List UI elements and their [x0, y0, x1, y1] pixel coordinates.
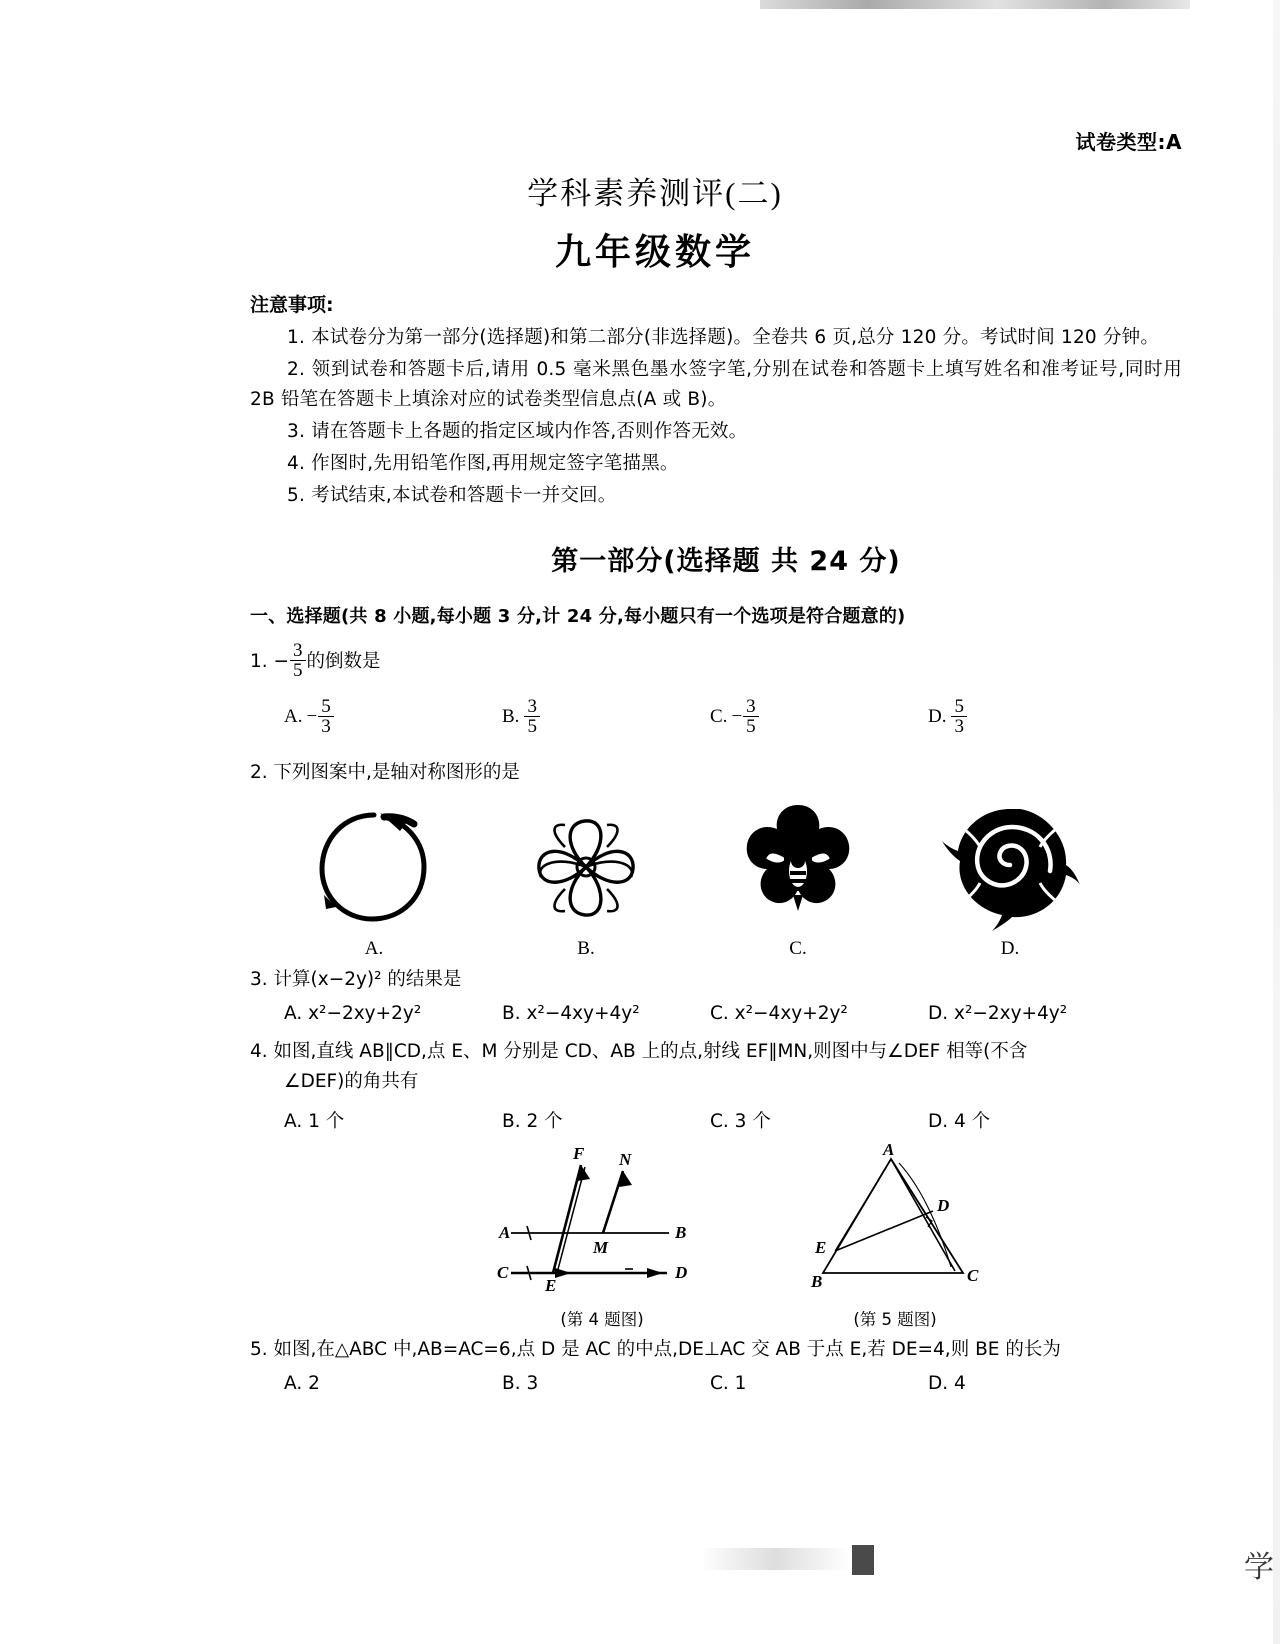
q2-option-d[interactable]: D.	[904, 798, 1116, 960]
part-one-heading: 第一部分(选择题 共 24 分)	[551, 545, 901, 577]
exam-content	[250, 290, 1182, 1394]
q3-option-c[interactable]: C. x²−4xy+2y²	[710, 1002, 848, 1024]
spiral-rose-icon	[904, 798, 1116, 936]
svg-text:D: D	[675, 1263, 688, 1282]
q1-option-d-fraction: $\frac{5}{3}$	[951, 697, 967, 737]
q4-option-b[interactable]: B. 2 个	[502, 1111, 563, 1132]
notice-item-4: 4. 作图时,先用铅笔作图,再用规定签字笔描黑。	[287, 452, 679, 474]
svg-text:E: E	[815, 1238, 827, 1257]
notice-heading: 注意事项:	[250, 294, 334, 316]
question-3-options	[284, 1003, 1182, 1024]
svg-text:N: N	[619, 1150, 632, 1169]
svg-text:C: C	[497, 1263, 509, 1282]
q2-option-a[interactable]: A.	[268, 798, 480, 960]
q1-option-a[interactable]: A. − $\frac{5}{3}$	[284, 698, 502, 738]
scan-artifact-bottom-mark	[852, 1545, 874, 1575]
q1-option-c-fraction: $\frac{3}{5}$	[743, 697, 759, 737]
q3-option-b[interactable]: B. x²−4xy+4y²	[502, 1002, 640, 1024]
notice-item-2: 2. 领到试卷和答题卡后,请用 0.5 毫米黑色墨水签字笔,分别在试卷和答题卡上填写姓名和准考证号,同时用 2B 铅笔在答题卡上填涂对应的试卷类型信息点(A 或 B)。	[250, 358, 1182, 410]
q3-option-d[interactable]: D. x²−2xy+4y²	[928, 1002, 1068, 1024]
scan-artifact-top	[760, 0, 1190, 9]
notice-item-1: 1. 本试卷分为第一部分(选择题)和第二部分(非选择题)。全卷共 6 页,总分 120 分。考试时间 120 分钟。	[287, 327, 1160, 348]
scan-artifact-bottom-smudge	[700, 1548, 850, 1570]
notice-item-3: 3. 请在答题卡上各题的指定区域内作答,否则作答无效。	[287, 420, 748, 442]
svg-text:B: B	[811, 1272, 823, 1291]
figure-5-container	[795, 1141, 995, 1330]
svg-text:A: A	[883, 1141, 895, 1159]
q5-option-a[interactable]: A. 2	[284, 1372, 320, 1394]
q1-option-a-fraction: $\frac{5}{3}$	[318, 697, 334, 737]
notice-item-5: 5. 考试结束,本试卷和答题卡一并交回。	[287, 484, 617, 506]
q2-option-c[interactable]: C.	[692, 798, 904, 960]
svg-text:F: F	[573, 1144, 585, 1163]
svg-text:B: B	[675, 1223, 687, 1242]
question-2-stem: 2. 下列图案中,是轴对称图形的是	[250, 762, 520, 784]
page-title: 九年级数学	[554, 232, 755, 273]
q4-option-a[interactable]: A. 1 个	[284, 1111, 345, 1132]
q3-option-a[interactable]: A. x²−2xy+2y²	[284, 1002, 422, 1024]
q2-option-b[interactable]: B.	[480, 798, 692, 960]
question-2-figures	[268, 798, 1182, 960]
q5-option-c[interactable]: C. 1	[710, 1372, 747, 1394]
question-4-options	[284, 1107, 1182, 1133]
parallel-lines-diagram	[497, 1141, 707, 1304]
knot-loops-icon	[480, 798, 692, 936]
svg-text:E: E	[545, 1276, 557, 1295]
q5-option-d[interactable]: D. 4	[928, 1372, 966, 1394]
triangle-abc-diagram	[795, 1141, 995, 1304]
figure-5-caption: (第 5 题图)	[853, 1310, 937, 1329]
figure-4-container	[497, 1141, 707, 1330]
question-1-stem	[250, 639, 1182, 682]
paper-type-label: 试卷类型:A	[1075, 130, 1182, 154]
exam-subtitle: 学科素养测评(二)	[527, 176, 783, 211]
flower-bee-icon	[692, 798, 904, 936]
geometry-diagrams-row	[250, 1141, 1182, 1330]
q4-option-c[interactable]: C. 3 个	[710, 1111, 771, 1132]
svg-text:D: D	[937, 1196, 950, 1215]
question-4-stem-line1: 4. 如图,直线 AB∥CD,点 E、M 分别是 CD、AB 上的点,射线 EF∥MN,则图中与∠DEF 相等(不含	[250, 1040, 1028, 1062]
q1-fraction: $\frac{3}{5}$	[290, 641, 306, 681]
question-1-options	[284, 695, 1182, 738]
choice-section-instruction: 一、选择题(共 8 小题,每小题 3 分,计 24 分,每小题只有一个选项是符合题意的)	[250, 605, 906, 627]
q1-option-b-fraction: $\frac{3}{5}$	[524, 697, 540, 737]
q4-option-d[interactable]: D. 4 个	[928, 1111, 991, 1132]
figure-4-caption: (第 4 题图)	[560, 1310, 644, 1329]
q1-option-c-sign: −	[731, 706, 743, 728]
corner-character: 学	[1244, 1551, 1274, 1584]
question-5-options	[284, 1373, 1182, 1394]
q1-prefix: 1. −	[250, 650, 290, 672]
q1-option-d[interactable]: D. $\frac{5}{3}$	[928, 698, 1128, 738]
q1-option-b[interactable]: B. $\frac{3}{5}$	[502, 698, 710, 738]
svg-text:A: A	[499, 1223, 511, 1242]
svg-text:M: M	[593, 1238, 609, 1257]
q1-suffix: 的倒数是	[306, 650, 381, 672]
question-5-stem: 5. 如图,在△ABC 中,AB=AC=6,点 D 是 AC 的中点,DE⊥AC 交 AB 于点 E,若 DE=4,则 BE 的长为	[250, 1339, 1061, 1360]
q1-option-a-sign: −	[306, 706, 318, 728]
circle-brush-icon	[268, 798, 480, 936]
q5-option-b[interactable]: B. 3	[502, 1372, 539, 1394]
question-3-stem: 3. 计算(x−2y)² 的结果是	[250, 968, 462, 990]
svg-text:C: C	[967, 1266, 979, 1285]
q1-option-c[interactable]: C. − $\frac{3}{5}$	[710, 698, 928, 738]
question-4-stem-line2: ∠DEF)的角共有	[284, 1071, 419, 1093]
